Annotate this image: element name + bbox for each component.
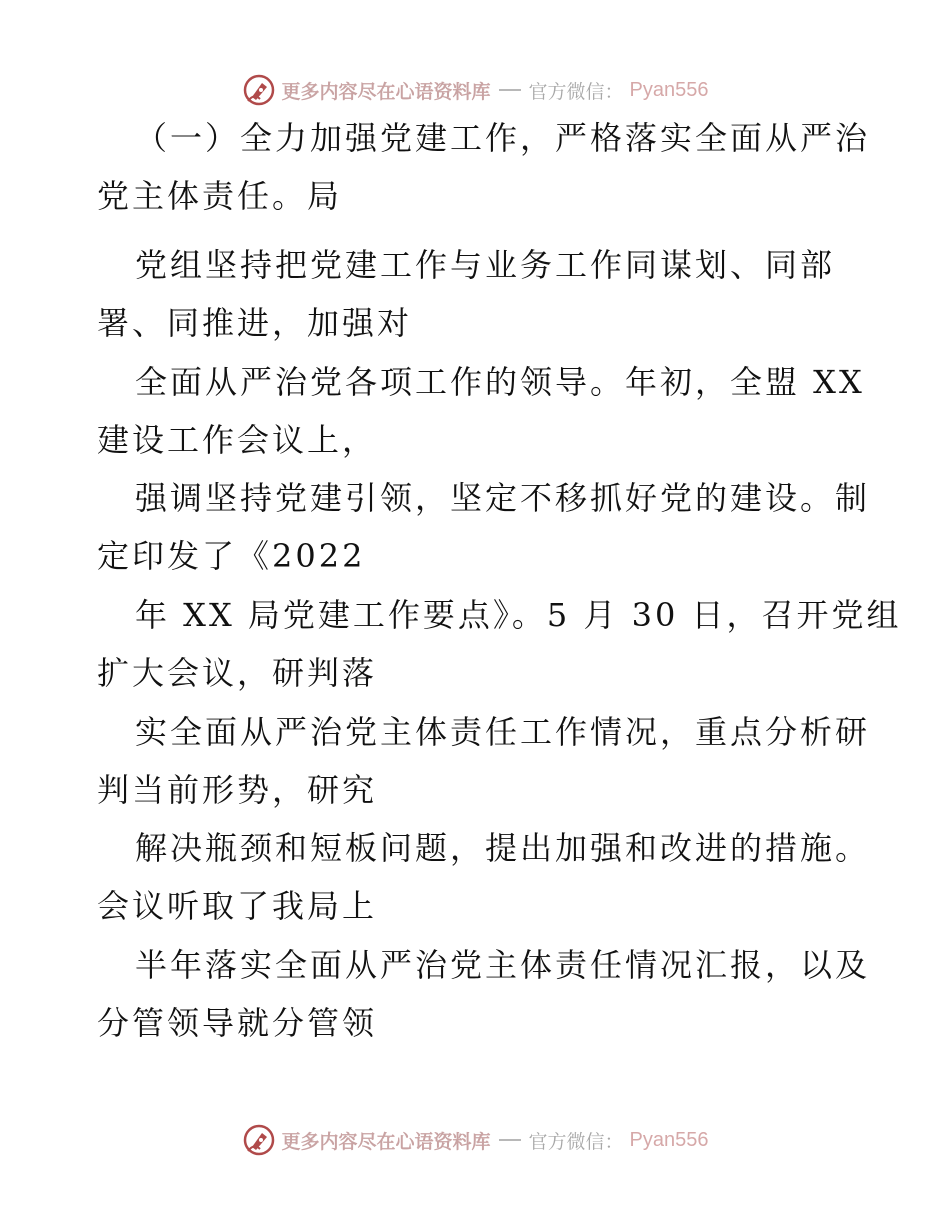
text-line: 半年落实全面从严治党主体责任情况汇报，以及 [135, 946, 871, 984]
text-line: 会议听取了我局上 [97, 887, 378, 925]
text-line: 强调坚持党建引领，坚定不移抓好党的建设。制 [135, 479, 871, 517]
watermark-id-text: Pyan556 [629, 1128, 709, 1151]
text-line: 年 XX 局党建工作要点》。5 月 30 日，召开党组 [135, 596, 902, 634]
pen-nib-circle-icon [242, 1123, 276, 1157]
text-line: 解决瓶颈和短板问题，提出加强和改进的措施。 [135, 829, 871, 867]
text-line: 党组坚持把党建工作与业务工作同谋划、同部 [135, 246, 836, 284]
watermark-dash [499, 89, 521, 91]
pen-nib-circle-icon [242, 73, 276, 107]
watermark-id-text: Pyan556 [629, 78, 709, 101]
footer-watermark [0, 1120, 950, 1160]
watermark-main-text: 更多内容尽在心语资料库 [281, 1130, 491, 1153]
text-line: 定印发了《2022 [97, 537, 366, 575]
watermark-dash [499, 1139, 521, 1141]
watermark-sub-text: 官方微信： [528, 1130, 624, 1153]
text-line: （一）全力加强党建工作，严格落实全面从严治 [135, 119, 871, 157]
text-line: 署、同推进，加强对 [97, 304, 413, 342]
text-line: 建设工作会议上， [97, 421, 378, 459]
text-line: 判当前形势，研究 [97, 771, 378, 809]
text-line: 党主体责任。局 [97, 177, 343, 215]
watermark-main-text: 更多内容尽在心语资料库 [281, 80, 491, 103]
header-watermark [0, 70, 950, 110]
text-line: 全面从严治党各项工作的领导。年初，全盟 XX [135, 363, 865, 401]
watermark-sub-text: 官方微信： [528, 80, 624, 103]
text-line: 分管领导就分管领 [97, 1004, 378, 1042]
text-line: 扩大会议，研判落 [97, 654, 378, 692]
text-line: 实全面从严治党主体责任工作情况，重点分析研 [135, 713, 871, 751]
